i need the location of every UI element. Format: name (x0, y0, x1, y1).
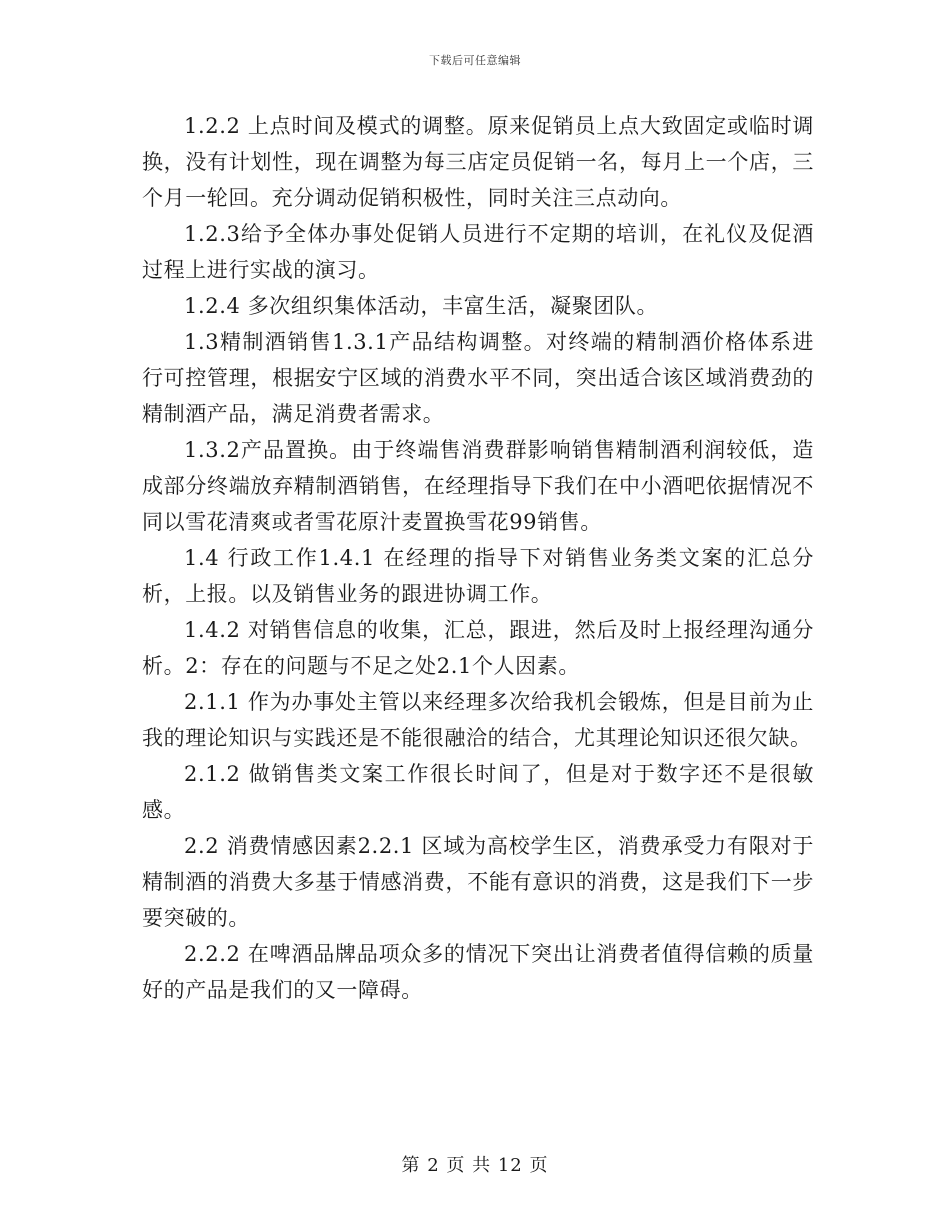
paragraph-1-3: 1.3精制酒销售1.3.1产品结构调整。对终端的精制酒价格体系进行可控管理，根据安宁区域的消费水平不同，突出适合该区域消费劲的精制酒产品，满足消费者需求。 (142, 330, 814, 426)
paragraph-2-2: 2.2 消费情感因素2.2.1 区域为高校学生区，消费承受力有限对于精制酒的消费大多基于情感消费，不能有意识的消费，这是我们下一步要突破的。 (142, 834, 814, 930)
paragraph-1-2-4: 1.2.4 多次组织集体活动，丰富生活，凝聚团队。 (184, 294, 659, 318)
paragraph-1-2-3: 1.2.3给予全体办事处促销人员进行不定期的培训，在礼仪及促酒过程上进行实战的演习。 (142, 222, 814, 282)
page-header: 下载后可任意编辑 (429, 54, 521, 67)
paragraph-2-2-2: 2.2.2 在啤酒品牌品项众多的情况下突出让消费者值得信赖的质量好的产品是我们的又一障碍。 (142, 942, 814, 1002)
paragraph-2-1-2: 2.1.2 做销售类文案工作很长时间了，但是对于数字还不是很敏感。 (142, 762, 814, 822)
page-number-footer: 第 2 页 共 12 页 (401, 1155, 549, 1176)
paragraph-1-3-2: 1.3.2产品置换。由于终端售消费群影响销售精制酒利润较低，造成部分终端放弃精制酒销售，在经理指导下我们在中小酒吧依据情况不同以雪花清爽或者雪花原汁麦置换雪花99销售。 (142, 438, 814, 534)
paragraph-1-2-2: 1.2.2 上点时间及模式的调整。原来促销员上点大致固定或临时调换，没有计划性，现在调整为每三店定员促销一名，每月上一个店，三个月一轮回。充分调动促销积极性，同时关注三点动向。 (142, 114, 814, 210)
document-body (142, 108, 814, 1008)
paragraph-2-1-1: 2.1.1 作为办事处主管以来经理多次给我机会锻炼，但是目前为止我的理论知识与实践还是不能很融洽的结合，尤其理论知识还很欠缺。 (142, 690, 814, 750)
paragraph-1-4: 1.4 行政工作1.4.1 在经理的指导下对销售业务类文案的汇总分析，上报。以及销售业务的跟进协调工作。 (142, 546, 814, 606)
paragraph-1-4-2: 1.4.2 对销售信息的收集，汇总，跟进，然后及时上报经理沟通分析。2：存在的问题与不足之处2.1个人因素。 (142, 618, 814, 678)
